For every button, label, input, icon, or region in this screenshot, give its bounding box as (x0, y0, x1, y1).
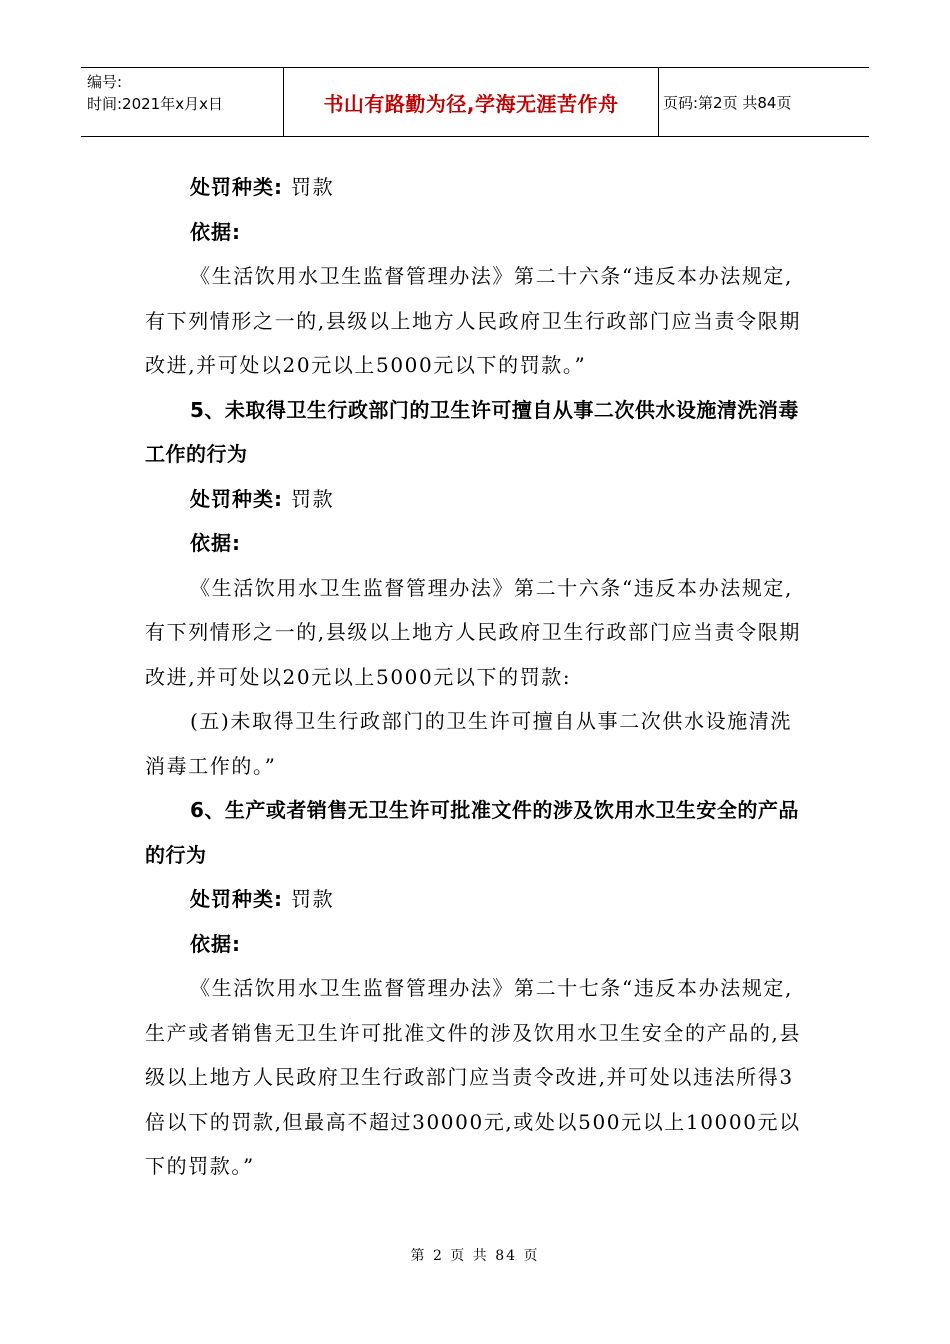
basis-paragraph: 《生活饮用水卫生监督管理办法》第二十六条“违反本办法规定,有下列情形之一的,县级以上地方人民政府卫生行政部门应当责令限期改进,并可处以20元以上5000元以下的罚款。” (145, 264, 801, 377)
penalty-type-value: 罚款 (290, 175, 335, 199)
page-footer: 第 2 页 共 84 页 (410, 1248, 540, 1264)
penalty-type-label: 处罚种类: (190, 887, 283, 911)
header-page-info: 页码:第2页 共84页 (663, 93, 792, 112)
basis-paragraph: 《生活饮用水卫生监督管理办法》第二十六条“违反本办法规定,有下列情形之一的,县级以上地方人民政府卫生行政部门应当责令限期改进,并可处以20元以上5000元以下的罚款: (145, 575, 801, 689)
document-header (81, 67, 869, 137)
penalty-type-label: 处罚种类: (190, 486, 283, 511)
penalty-type-value: 罚款 (290, 486, 335, 511)
basis-paragraph: 《生活饮用水卫生监督管理办法》第二十七条“违反本办法规定,生产或者销售无卫生许可批准文件的涉及饮用水卫生安全的产品的,县级以上地方人民政府卫生行政部门应当责令改进,并可处以违法所得3倍以下的罚款,但最高不超过30000元,或处以500元以上10000元以下的罚款。” (145, 976, 801, 1178)
penalty-type-line (145, 165, 810, 210)
penalty-type-line (145, 877, 810, 922)
section-heading: 5、未取得卫生行政部门的卫生许可擅自从事二次供水设施清洗消毒工作的行为 (145, 397, 799, 466)
document-body (145, 165, 810, 1189)
penalty-type-value: 罚款 (290, 887, 335, 911)
header-meta (81, 68, 283, 136)
header-motto: 书山有路勤为径,学海无涯苦作舟 (283, 68, 659, 136)
document-number-label: 编号: (87, 73, 123, 91)
penalty-type-label: 处罚种类: (190, 175, 283, 199)
section-heading: 6、生产或者销售无卫生许可批准文件的涉及饮用水卫生安全的产品的行为 (145, 798, 799, 867)
document-time-label: 时间:2021年x月x日 (87, 95, 223, 113)
penalty-type-line (145, 477, 810, 522)
basis-label: 依据: (190, 219, 241, 244)
basis-label: 依据: (190, 531, 241, 555)
basis-label: 依据: (190, 931, 241, 956)
basis-paragraph: (五)未取得卫生行政部门的卫生许可擅自从事二次供水设施清洗消毒工作的。” (145, 709, 793, 778)
